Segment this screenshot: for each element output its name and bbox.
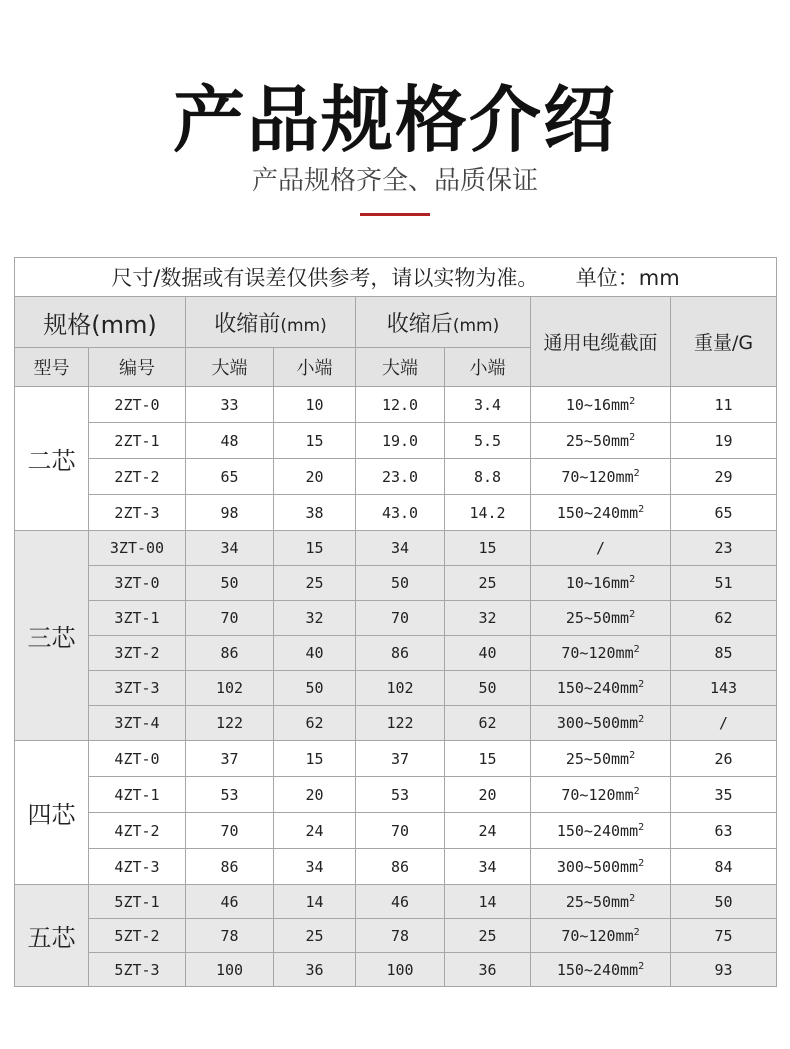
cell-cable [531, 566, 671, 601]
table-row [15, 387, 777, 423]
cell-after-large: 86 [356, 636, 445, 671]
cell-code: 4ZT-2 [89, 813, 186, 849]
header-spec: 规格(mm) [15, 297, 186, 348]
cell-cable [531, 459, 671, 495]
table-row [15, 849, 777, 885]
header-before-small: 小端 [274, 348, 356, 387]
cell-weight: 11 [671, 387, 777, 423]
header-after-large: 大端 [356, 348, 445, 387]
cell-before-large: 86 [186, 636, 274, 671]
cell-before-large: 34 [186, 531, 274, 566]
header-weight: 重量/G [671, 297, 777, 387]
header-code: 编号 [89, 348, 186, 387]
table-row [15, 636, 777, 671]
cable-superscript: 2 [629, 395, 636, 407]
cell-weight: 50 [671, 885, 777, 919]
cell-before-small: 34 [274, 849, 356, 885]
cell-before-small: 15 [274, 531, 356, 566]
cell-code: 2ZT-1 [89, 423, 186, 459]
cell-before-large: 46 [186, 885, 274, 919]
cell-before-large: 98 [186, 495, 274, 531]
cable-superscript: 2 [638, 714, 645, 725]
table-row [15, 706, 777, 741]
cable-range: 10~16mm [565, 395, 630, 414]
header-before-unit: (mm) [280, 315, 327, 336]
cell-before-large: 70 [186, 813, 274, 849]
cell-before-large: 102 [186, 671, 274, 706]
table-row [15, 531, 777, 566]
cell-weight: 84 [671, 849, 777, 885]
cell-after-small: 25 [445, 566, 531, 601]
cell-after-small: 34 [445, 849, 531, 885]
cell-after-small: 15 [445, 741, 531, 777]
cell-weight: / [671, 706, 777, 741]
cell-code: 4ZT-3 [89, 849, 186, 885]
cell-code: 3ZT-4 [89, 706, 186, 741]
cell-cable [531, 706, 671, 741]
cell-after-small: 20 [445, 777, 531, 813]
cell-after-small: 62 [445, 706, 531, 741]
disclaimer-text: 尺寸/数据或有误差仅供参考，请以实物为准。 [111, 266, 539, 290]
cable-range: 70~120mm [561, 467, 634, 486]
cell-before-large: 50 [186, 566, 274, 601]
table-row [15, 813, 777, 849]
cell-before-large: 37 [186, 741, 274, 777]
cell-after-small: 32 [445, 601, 531, 636]
cell-cable [531, 671, 671, 706]
table-row [15, 953, 777, 987]
cell-weight: 23 [671, 531, 777, 566]
cell-after-large: 78 [356, 919, 445, 953]
cell-after-large: 50 [356, 566, 445, 601]
cable-superscript: 2 [629, 892, 636, 904]
cell-before-small: 62 [274, 706, 356, 741]
cable-superscript: 2 [633, 644, 640, 655]
cell-before-small: 20 [274, 777, 356, 813]
table-row [15, 919, 777, 953]
cable-range: 70~120mm [561, 644, 634, 662]
cell-code: 3ZT-3 [89, 671, 186, 706]
cell-weight: 35 [671, 777, 777, 813]
cell-weight: 65 [671, 495, 777, 531]
cell-cable [531, 777, 671, 813]
cell-weight: 51 [671, 566, 777, 601]
cable-superscript: 2 [629, 749, 636, 761]
cell-before-small: 36 [274, 953, 356, 987]
header-after [356, 297, 531, 348]
cell-after-small: 8.8 [445, 459, 531, 495]
cell-after-large: 122 [356, 706, 445, 741]
cable-range: 25~50mm [565, 749, 630, 768]
cell-code: 5ZT-1 [89, 885, 186, 919]
group-label: 四芯 [15, 741, 89, 885]
table-row [15, 601, 777, 636]
cell-after-large: 37 [356, 741, 445, 777]
cable-superscript: 2 [638, 679, 645, 690]
header-before-large: 大端 [186, 348, 274, 387]
cell-cable [531, 423, 671, 459]
cell-after-small: 36 [445, 953, 531, 987]
cell-cable [531, 919, 671, 953]
cable-superscript: 2 [629, 431, 636, 443]
cell-before-small: 38 [274, 495, 356, 531]
cell-before-small: 24 [274, 813, 356, 849]
cable-range: 300~500mm [556, 857, 639, 876]
cell-after-large: 46 [356, 885, 445, 919]
cable-range: 70~120mm [561, 926, 634, 945]
cell-before-large: 122 [186, 706, 274, 741]
cell-after-small: 15 [445, 531, 531, 566]
cell-after-small: 50 [445, 671, 531, 706]
cell-weight: 143 [671, 671, 777, 706]
table-row [15, 885, 777, 919]
header-before-label: 收缩前 [214, 311, 281, 337]
table-row [15, 566, 777, 601]
cell-after-large: 19.0 [356, 423, 445, 459]
cell-before-small: 10 [274, 387, 356, 423]
group-label: 五芯 [15, 885, 89, 987]
cell-after-small: 24 [445, 813, 531, 849]
cable-range: 10~16mm [565, 574, 630, 592]
cell-cable [531, 813, 671, 849]
cable-range: 25~50mm [565, 892, 630, 911]
cell-weight: 62 [671, 601, 777, 636]
cable-range: 150~240mm [556, 821, 639, 840]
title-divider [360, 213, 430, 216]
table-note [15, 258, 777, 297]
cell-code: 3ZT-1 [89, 601, 186, 636]
cable-range: 25~50mm [565, 609, 630, 627]
cell-after-large: 100 [356, 953, 445, 987]
cell-before-large: 48 [186, 423, 274, 459]
cable-superscript: 2 [629, 609, 636, 620]
cell-before-small: 32 [274, 601, 356, 636]
cell-code: 3ZT-0 [89, 566, 186, 601]
group-label: 二芯 [15, 387, 89, 531]
cell-code: 2ZT-3 [89, 495, 186, 531]
cell-after-large: 102 [356, 671, 445, 706]
cell-cable [531, 495, 671, 531]
cell-weight: 63 [671, 813, 777, 849]
cell-code: 5ZT-2 [89, 919, 186, 953]
cell-before-large: 100 [186, 953, 274, 987]
cell-before-small: 40 [274, 636, 356, 671]
table-row [15, 423, 777, 459]
cell-after-large: 12.0 [356, 387, 445, 423]
cell-cable [531, 601, 671, 636]
cable-range: 25~50mm [565, 431, 630, 450]
cell-code: 4ZT-0 [89, 741, 186, 777]
cell-before-large: 33 [186, 387, 274, 423]
cell-cable [531, 953, 671, 987]
cell-before-large: 70 [186, 601, 274, 636]
header-after-label: 收缩后 [386, 311, 453, 337]
page-title: 产品规格介绍 [172, 78, 617, 162]
header-type: 型号 [15, 348, 89, 387]
cable-range: 150~240mm [556, 960, 639, 979]
cell-code: 3ZT-00 [89, 531, 186, 566]
cable-superscript: 2 [633, 785, 640, 797]
cell-weight: 93 [671, 953, 777, 987]
cable-superscript: 2 [629, 574, 636, 585]
cell-before-large: 53 [186, 777, 274, 813]
cell-after-large: 34 [356, 531, 445, 566]
cell-cable: / [531, 531, 671, 566]
cable-range: 300~500mm [556, 714, 639, 732]
cell-after-large: 43.0 [356, 495, 445, 531]
group-label: 三芯 [15, 531, 89, 741]
cell-cable [531, 885, 671, 919]
cell-after-large: 70 [356, 813, 445, 849]
cable-superscript: 2 [638, 821, 645, 833]
cell-after-small: 3.4 [445, 387, 531, 423]
cell-before-large: 78 [186, 919, 274, 953]
cell-after-small: 14 [445, 885, 531, 919]
cable-superscript: 2 [638, 960, 645, 972]
table-row [15, 741, 777, 777]
header-after-small: 小端 [445, 348, 531, 387]
cell-before-small: 15 [274, 423, 356, 459]
page-subtitle: 产品规格齐全、品质保证 [251, 166, 538, 196]
cable-range: 150~240mm [556, 679, 639, 697]
table-row [15, 777, 777, 813]
cable-superscript: 2 [633, 467, 640, 479]
cell-weight: 29 [671, 459, 777, 495]
cell-code: 2ZT-2 [89, 459, 186, 495]
cable-range: 70~120mm [561, 785, 634, 804]
cell-code: 2ZT-0 [89, 387, 186, 423]
cell-code: 4ZT-1 [89, 777, 186, 813]
cell-before-small: 25 [274, 919, 356, 953]
cell-code: 3ZT-2 [89, 636, 186, 671]
cable-superscript: 2 [638, 857, 645, 869]
spec-table [14, 257, 777, 987]
cell-before-small: 50 [274, 671, 356, 706]
cell-after-small: 40 [445, 636, 531, 671]
cell-before-large: 86 [186, 849, 274, 885]
header-after-unit: (mm) [452, 315, 500, 336]
cell-cable [531, 849, 671, 885]
cell-before-small: 15 [274, 741, 356, 777]
cable-range: 150~240mm [556, 503, 639, 522]
cell-after-small: 5.5 [445, 423, 531, 459]
cell-cable [531, 741, 671, 777]
table-row [15, 495, 777, 531]
cell-cable [531, 387, 671, 423]
unit-label: 单位：mm [575, 266, 680, 290]
cell-before-small: 14 [274, 885, 356, 919]
cell-after-small: 25 [445, 919, 531, 953]
cell-code: 5ZT-3 [89, 953, 186, 987]
cell-before-small: 25 [274, 566, 356, 601]
cell-before-large: 65 [186, 459, 274, 495]
cell-weight: 75 [671, 919, 777, 953]
cell-after-large: 86 [356, 849, 445, 885]
cable-superscript: 2 [638, 503, 645, 515]
cell-weight: 19 [671, 423, 777, 459]
cell-cable [531, 636, 671, 671]
cell-after-large: 23.0 [356, 459, 445, 495]
cable-superscript: 2 [633, 926, 640, 938]
table-row [15, 459, 777, 495]
header-before [186, 297, 356, 348]
cell-before-small: 20 [274, 459, 356, 495]
cell-weight: 26 [671, 741, 777, 777]
cell-after-small: 14.2 [445, 495, 531, 531]
cell-after-large: 53 [356, 777, 445, 813]
header-cable: 通用电缆截面 [531, 297, 671, 387]
cell-after-large: 70 [356, 601, 445, 636]
cell-weight: 85 [671, 636, 777, 671]
table-row [15, 671, 777, 706]
